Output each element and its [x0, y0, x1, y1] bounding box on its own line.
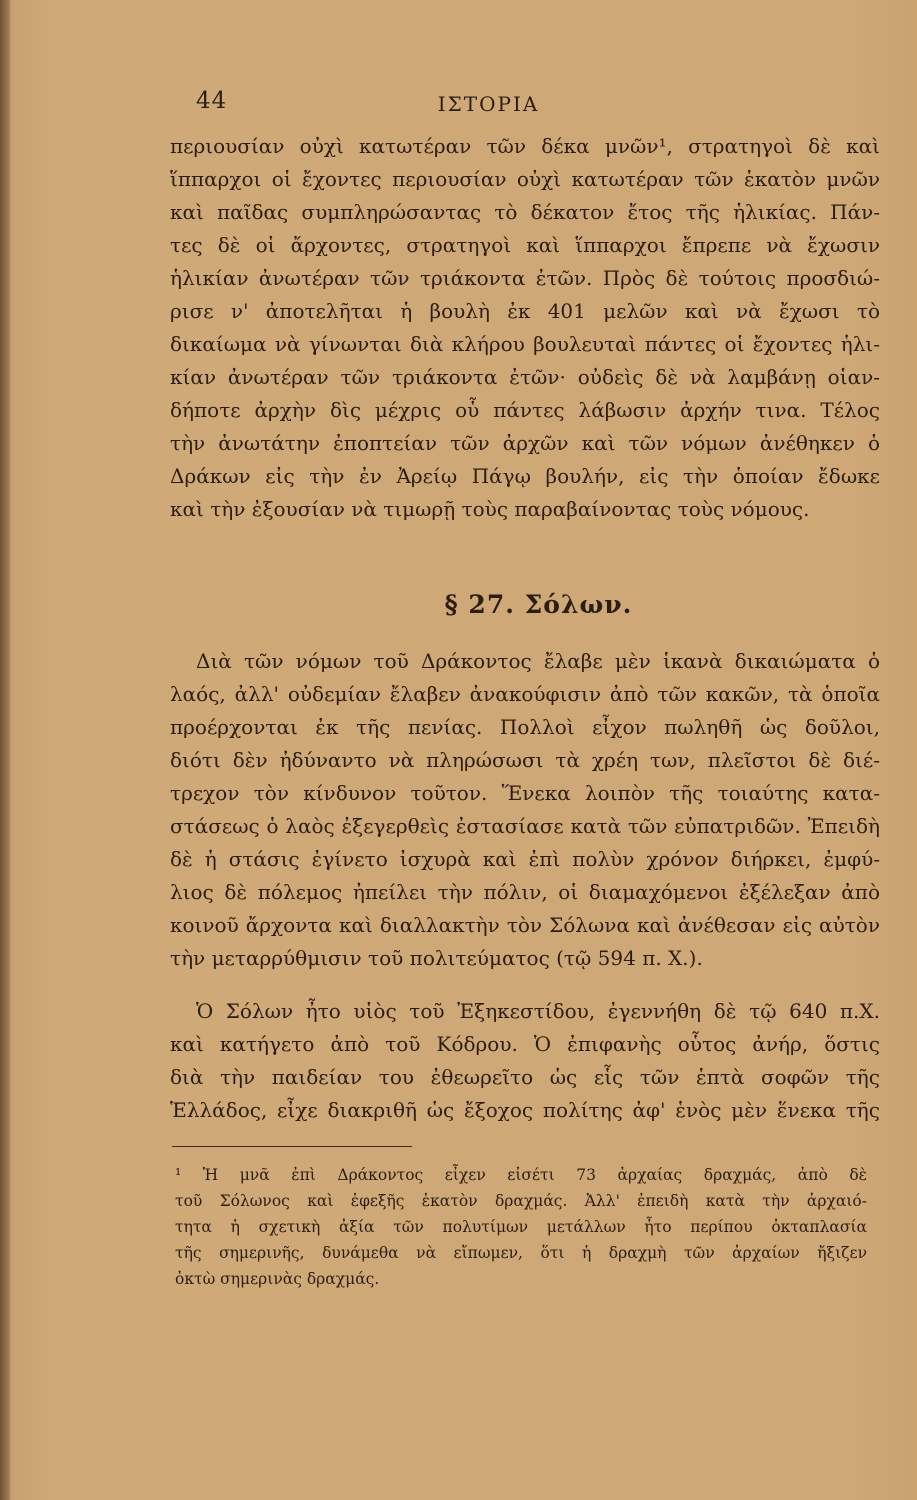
- text-line: προέρχονται ἐκ τῆς πενίας. Πολλοὶ εἶχον πωληθῆ ὡς δοῦλοι,: [170, 715, 880, 739]
- text-line: ἵππαρχοι οἱ ἔχοντες περιουσίαν οὐχὶ κατωτέραν τῶν ἑκατὸν μνῶν: [170, 167, 880, 191]
- text-line: τρεχον τὸν κίνδυνον τοῦτον. Ἕνεκα λοιπὸν τῆς τοιαύτης κατα-: [170, 781, 880, 805]
- paragraph-2: [170, 645, 880, 975]
- text-line: Δράκων εἰς τὴν ἐν Ἀρείῳ Πάγῳ βουλήν, εἰς τὴν ὁποίαν ἔδωκε: [170, 464, 880, 488]
- paragraph-1: [170, 130, 880, 526]
- text-line: Ὁ Σόλων ἦτο υἱὸς τοῦ Ἐξηκεστίδου, ἐγεννήθη δὲ τῷ 640 π.Χ.: [196, 999, 880, 1023]
- text-line: περιουσίαν οὐχὶ κατωτέραν τῶν δέκα μνῶν¹, στρατηγοὶ δὲ καὶ: [170, 134, 880, 158]
- text-line: καὶ κατήγετο ἀπὸ τοῦ Κόδρου. Ὁ ἐπιφανὴς οὗτος ἀνήρ, ὅστις: [170, 1032, 880, 1056]
- page-header: [0, 88, 917, 124]
- text-line: τες δὲ οἱ ἄρχοντες, στρατηγοὶ καὶ ἵππαρχοι ἔπρεπε νὰ ἔχωσιν: [170, 233, 880, 257]
- text-line: στάσεως ὁ λαὸς ἐξεγερθεὶς ἐστασίασε κατὰ τῶν εὐπατριδῶν. Ἐπειδὴ: [170, 814, 880, 838]
- text-line: κίαν ἀνωτέραν τῶν τριάκοντα ἐτῶν· οὐδεὶς δὲ νὰ λαμβάνῃ οἱαν-: [170, 365, 880, 389]
- text-line: Διὰ τῶν νόμων τοῦ Δράκοντος ἔλαβε μὲν ἱκανὰ δικαιώματα ὁ: [196, 649, 880, 673]
- footnote-line: ὀκτὼ σημερινὰς δραχμάς.: [175, 1270, 380, 1288]
- text-line: λιος δὲ πόλεμος ἠπείλει τὴν πόλιν, οἱ διαμαχόμενοι ἐξέλεξαν ἀπὸ: [170, 880, 880, 904]
- footnote-line: ¹ Ἡ μνᾶ ἐπὶ Δράκοντος εἶχεν εἰσέτι 73 ἀρχαίας δραχμάς, ἀπὸ δὲ: [175, 1166, 867, 1184]
- text-line: λαός, ἀλλ' οὐδεμίαν ἔλαβεν ἀνακούφισιν ἀπὸ τῶν κακῶν, τὰ ὁποῖα: [170, 682, 880, 706]
- text-line: δήποτε ἀρχὴν δὶς μέχρις οὗ πάντες λάβωσιν ἀρχήν τινα. Τέλος: [170, 398, 880, 422]
- footnote-line: τῆς σημερινῆς, δυνάμεθα νὰ εἴπωμεν, ὅτι ἡ δραχμὴ τῶν ἀρχαίων ἤξιζεν: [175, 1244, 867, 1262]
- footnote: [175, 1162, 867, 1292]
- footnote-rule: [172, 1146, 412, 1147]
- footnote-line: τοῦ Σόλωνος καὶ ἐφεξῆς ἑκατὸν δραχμάς. Ἀλλ' ἐπειδὴ κατὰ τὴν ἀρχαιό-: [175, 1192, 867, 1210]
- text-line: διὰ τὴν παιδείαν του ἐθεωρεῖτο ὡς εἷς τῶν ἑπτὰ σοφῶν τῆς: [170, 1065, 880, 1089]
- text-line: ἡλικίαν ἀνωτέραν τῶν τριάκοντα ἐτῶν. Πρὸς δὲ τούτοις προσδιώ-: [170, 266, 880, 290]
- text-line: ρισε ν' ἀποτελῆται ἡ βουλὴ ἐκ 401 μελῶν καὶ νὰ ἔχωσι τὸ: [170, 299, 880, 323]
- text-line: τὴν μεταρρύθμισιν τοῦ πολιτεύματος (τῷ 594 π. Χ.).: [170, 946, 703, 970]
- text-line: καὶ τὴν ἐξουσίαν νὰ τιμωρῇ τοὺς παραβαίνοντας τοὺς νόμους.: [170, 497, 810, 521]
- text-line: καὶ παῖδας συμπληρώσαντας τὸ δέκατον ἔτος τῆς ἡλικίας. Πάν-: [170, 200, 880, 224]
- text-line: τὴν ἀνωτάτην ἐποπτείαν τῶν ἀρχῶν καὶ τῶν νόμων ἀνέθηκεν ὁ: [170, 431, 880, 455]
- text-line: δικαίωμα νὰ γίνωνται διὰ κλήρου βουλευταὶ πάντες οἱ ἔχοντες ἡλι-: [170, 332, 880, 356]
- text-line: δὲ ἡ στάσις ἐγίνετο ἰσχυρὰ καὶ ἐπὶ πολὺν χρόνον διήρκει, ἐμφύ-: [170, 847, 880, 871]
- footnote-line: τητα ἡ σχετικὴ ἀξία τῶν πολυτίμων μετάλλων ἦτο περίπου ὀκταπλασία: [175, 1218, 867, 1236]
- page-number: 44: [196, 88, 228, 114]
- section-heading: § 27. Σόλων.: [444, 590, 633, 619]
- page-gutter: [0, 0, 10, 1500]
- running-head: ΙΣΤΟΡΙΑ: [437, 92, 540, 116]
- text-line: Ἑλλάδος, εἶχε διακριθῆ ὡς ἔξοχος πολίτης ἀφ' ἑνὸς μὲν ἕνεκα τῆς: [170, 1098, 880, 1122]
- text-line: κοινοῦ ἄρχοντα καὶ διαλλακτὴν τὸν Σόλωνα καὶ ἀνέθεσαν εἰς αὐτὸν: [170, 913, 880, 937]
- paragraph-3: [170, 995, 880, 1127]
- text-line: διότι δὲν ἠδύναντο νὰ πληρώσωσι τὰ χρέη των, πλεῖστοι δὲ διέ-: [170, 748, 880, 772]
